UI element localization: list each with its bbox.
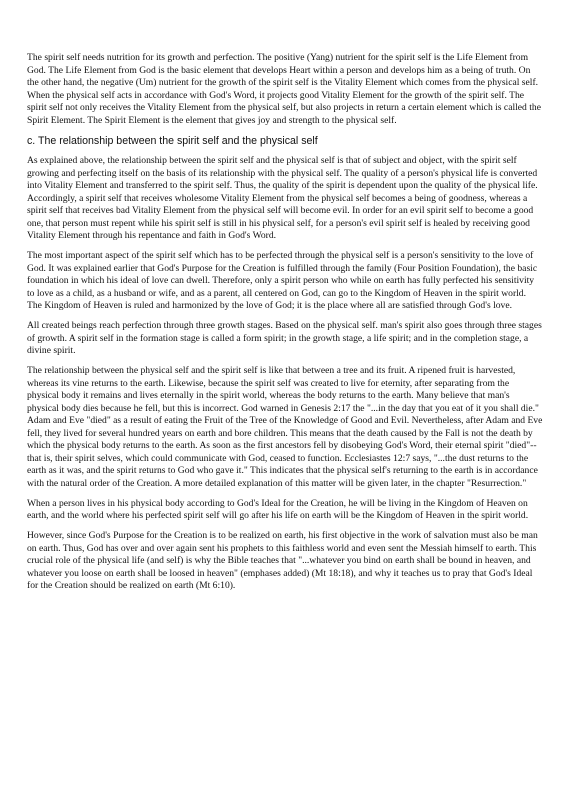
paragraph-tree-fruit: The relationship between the physical self and the spirit self is like that between a tree and its fruit. A ripened fruit is harvested, whereas its vine returns to the earth. Likewise, because the spirit self was created to live for eternity, after separating from the physical body it remains and lives eternally in the spirit world, whereas the body returns to the earth. Many believe that man's physical body dies because he fell, but this is incorrect. God warned in Genesis 2:17 the "...in the day that you eat of it you shall die." Adam and Eve "died" as a result of eating the Fruit of the Tree of the Knowledge of Good and Evil. Nevertheless, after Adam and Eve fell, they lived for several hundred years on earth and bore children. This means that the death caused by the Fall is not the death by which the physical body returns to the earth. As soon as the first ancestors fell by disobeying God's Word, their eternal spirit "died"--that is, their spirit selves, which could communicate with God, ceased to function. Ecclesiastes 12:7 says, "...the dust returns to the earth as it was, and the spirit returns to God who gave it." This indicates that the physical self's returning to the earth is in accordance with the natural order of the Creation. A more detailed explanation of this matter will be given later, in the chapter "Resurrection." <box>27 365 543 489</box>
paragraph-sensitivity-love: The most important aspect of the spirit self which has to be perfected through the physical self is a person's sensitivity to the love of God. It was explained earlier that God's Purpose for the Creation is fulfilled through the family (Four Position Foundation), the basic foundation in which his ideal of love can dwell. Therefore, only a spirit person who while on earth has fully perfected his sensitivity to love as a child, as a husband or wife, and as a parent, all centered on God, can go to the Kingdom of Heaven in the spirit world. The Kingdom of Heaven is ruled and harmonized by the love of God; it is the place where all are satisfied through God's love. <box>27 250 538 311</box>
document-page <box>27 52 543 600</box>
paragraph-subject-object: As explained above, the relationship between the spirit self and the physical self is that of subject and object, with the spirit self growing and perfecting itself on the basis of its relationship with the physical self. The quality of a person's physical life is converted into Vitality Element and transferred to the spirit self. Thus, the quality of the spirit is dependent upon the quality of the physical life. Accordingly, a spirit self that receives wholesome Vitality Element from the physical self becomes a being of goodness, whereas a spirit self that receives bad Vitality Element from the physical self will become evil. In order for an evil spirit self to become a good one, that person must repent while his spirit self is still in his physical self, for a person's evil spirit self is healed by receiving good Vitality Element through his repentance and faith in God's Word. <box>27 155 538 241</box>
paragraph-spirit-nutrition: The spirit self needs nutrition for its growth and perfection. The positive (Yang) nutrient for the spirit self is the Life Element from God. The Life Element from God is the basic element that develops Heart within a person and develops him as a being of truth. On the other hand, the negative (Um) nutrient for the growth of the spirit self is the Vitality Element which comes from the physical self. When the physical self acts in accordance with God's Word, it projects good Vitality Element for the growth of the spirit self. The spirit self not only receives the Vitality Element from the physical self, but also projects in return a certain element which is called the Spirit Element. The Spirit Element is the element that gives joy and strength to the physical self. <box>27 52 541 126</box>
paragraph-kingdom-heaven: When a person lives in his physical body according to God's Ideal for the Creation, he will be living in the Kingdom of Heaven on earth, and the world where his perfected spirit self will go after his life on earth will be the Kingdom of Heaven in the spirit world. <box>27 497 529 521</box>
section-heading: c. The relationship between the spirit self and the physical self <box>27 135 318 147</box>
paragraph-growth-stages: All created beings reach perfection through three growth stages. Based on the physical self. man's spirit also goes through three stages of growth. A spirit self in the formation stage is called a form spirit; in the growth stage, a life spirit; and in the completion stage, a divine spirit. <box>27 320 542 356</box>
paragraph-salvation-earth: However, since God's Purpose for the Creation is to be realized on earth, his first objective in the work of salvation must also be man on earth. Thus, God has over and over again sent his prophets to this faithless world and even sent the Messiah himself to earth. This crucial role of the physical life (and self) is why the Bible teaches that "...whatever you bind on earth shall be bound in heaven, and whatever you loose on earth shall be loosed in heaven" (emphases added) (Mt 18:18), and why it teaches us to pray that God's Ideal for the Creation should be realized on earth (Mt 6:10). <box>27 530 538 591</box>
